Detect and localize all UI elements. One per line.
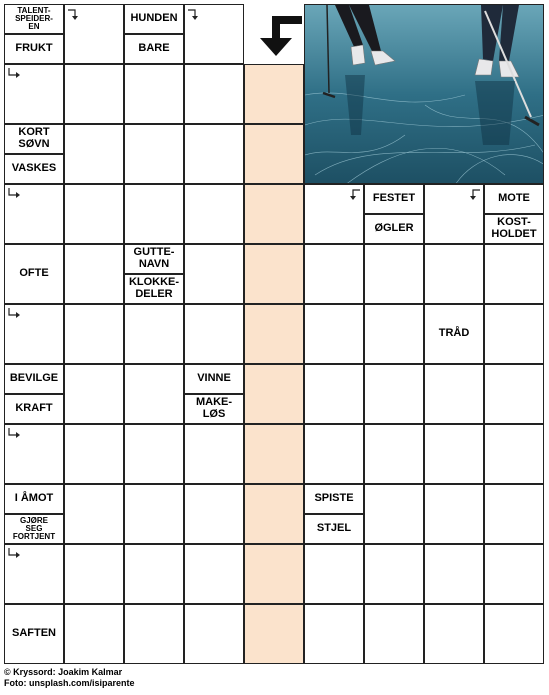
answer-cell[interactable] [184,304,244,364]
answer-cell[interactable] [484,244,544,304]
solution-cell[interactable] [244,364,304,424]
answer-cell[interactable] [124,184,184,244]
answer-cell[interactable] [64,184,124,244]
bent-arrow-icon [7,67,21,81]
clue-guttenavn: GUTTE- NAVN [124,244,184,274]
solution-cell[interactable] [244,64,304,124]
clue-traad: TRÅD [424,304,484,364]
answer-cell[interactable] [304,544,364,604]
answer-cell[interactable] [484,304,544,364]
answer-cell[interactable] [484,364,544,424]
bent-arrow-icon [7,307,21,321]
answer-cell[interactable] [184,124,244,184]
answer-cell[interactable] [184,424,244,484]
answer-cell[interactable] [424,244,484,304]
answer-cell[interactable] [124,364,184,424]
answer-cell[interactable] [304,424,364,484]
answer-cell[interactable] [64,124,124,184]
answer-cell[interactable] [64,64,124,124]
ice-hockey-photo [304,4,544,184]
solution-cell[interactable] [244,484,304,544]
answer-cell[interactable] [124,64,184,124]
credits [4,667,135,689]
answer-cell[interactable] [184,184,244,244]
answer-cell[interactable] [424,484,484,544]
credits-photo: Foto: unsplash.com/isiparente [4,678,135,688]
clue-spiste: SPISTE [304,484,364,514]
clue-vinne: VINNE [184,364,244,394]
answer-cell[interactable] [364,244,424,304]
clue-makelos: MAKE- LØS [184,394,244,424]
answer-cell[interactable] [424,364,484,424]
answer-cell[interactable] [484,604,544,664]
clue-mote: MOTE [484,184,544,214]
answer-cell[interactable] [364,484,424,544]
clue-kort-sovn: KORT SØVN [4,124,64,154]
answer-cell[interactable] [304,304,364,364]
solution-cell[interactable] [244,244,304,304]
solution-cell[interactable] [244,184,304,244]
answer-cell[interactable] [364,544,424,604]
clue-klokkedeler: KLOKKE- DELER [124,274,184,304]
answer-cell[interactable] [364,424,424,484]
clue-i-amot: I ÅMOT [4,484,64,514]
answer-cell[interactable] [124,124,184,184]
answer-cell[interactable] [484,424,544,484]
answer-cell[interactable] [124,484,184,544]
clue-saften: SAFTEN [4,604,64,664]
answer-cell[interactable] [304,604,364,664]
answer-cell[interactable] [424,424,484,484]
answer-cell[interactable] [304,244,364,304]
solution-cell[interactable] [244,424,304,484]
answer-cell[interactable] [304,364,364,424]
clue-vaskes: VASKES [4,154,64,184]
clue-ogler: ØGLER [364,214,424,244]
answer-cell[interactable] [184,64,244,124]
crossword-grid [4,4,544,664]
bent-arrow-icon [7,547,21,561]
bent-arrow-icon [7,187,21,201]
answer-cell[interactable] [184,544,244,604]
solution-cell[interactable] [244,124,304,184]
solution-cell[interactable] [244,544,304,604]
answer-cell[interactable] [64,364,124,424]
clue-kraft: KRAFT [4,394,64,424]
clue-ofte: OFTE [4,244,64,304]
bent-arrow-icon [187,7,201,21]
answer-cell[interactable] [64,544,124,604]
answer-cell[interactable] [424,544,484,604]
answer-cell[interactable] [364,304,424,364]
solution-cell[interactable] [244,304,304,364]
answer-cell[interactable] [184,484,244,544]
clue-bare: BARE [124,34,184,64]
answer-cell[interactable] [64,424,124,484]
clue-bevilge: BEVILGE [4,364,64,394]
clue-frukt: FRUKT [4,34,64,64]
bent-arrow-icon [7,427,21,441]
answer-cell[interactable] [64,484,124,544]
solution-cell[interactable] [244,604,304,664]
answer-cell[interactable] [64,604,124,664]
answer-cell[interactable] [424,604,484,664]
answer-cell[interactable] [64,304,124,364]
answer-cell[interactable] [364,364,424,424]
answer-cell[interactable] [124,604,184,664]
clue-kostholdet: KOST- HOLDET [484,214,544,244]
bent-arrow-icon [467,187,481,201]
answer-cell[interactable] [364,604,424,664]
answer-cell[interactable] [484,544,544,604]
clue-gjore-seg-fortjent: GJØRE SEG FORTJENT [4,514,64,544]
answer-cell[interactable] [124,424,184,484]
ice-rink-image [305,5,544,184]
credits-crossword: © Kryssord: Joakim Kalmar [4,667,123,677]
clue-hunden: HUNDEN [124,4,184,34]
answer-cell[interactable] [124,544,184,604]
answer-cell[interactable] [64,244,124,304]
big-down-arrow-icon [250,12,304,58]
answer-cell[interactable] [124,304,184,364]
bent-arrow-icon [67,7,81,21]
answer-cell[interactable] [184,604,244,664]
answer-cell[interactable] [484,484,544,544]
bent-arrow-icon [347,187,361,201]
clue-festet: FESTET [364,184,424,214]
clue-talentspeideren: TALENT- SPEIDER- EN [4,4,64,34]
answer-cell[interactable] [184,244,244,304]
clue-stjel: STJEL [304,514,364,544]
